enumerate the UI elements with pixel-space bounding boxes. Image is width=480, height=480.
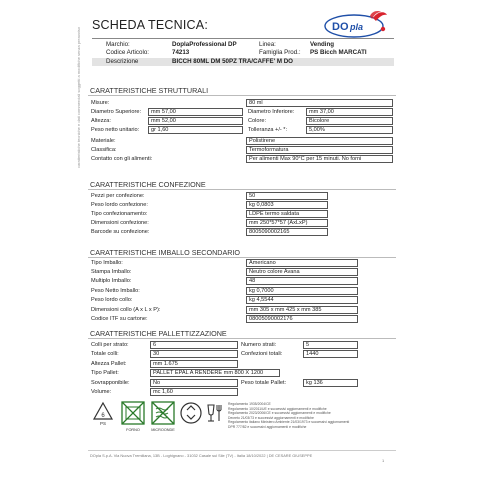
regulation-line: Regolamento 2023/2006/CE e successivi aggiornamenti e modifiche [228, 411, 331, 416]
svg-text:PS: PS [99, 421, 107, 426]
peso-totale-pallet-label: Peso totale Pallet: [241, 380, 287, 386]
cert-forno [120, 400, 146, 440]
section-divider [88, 257, 396, 258]
famiglia-label: Famiglia Prod.: [259, 49, 301, 56]
microwave-crossed-icon [150, 400, 176, 426]
peso-lordo-collo-label: Peso lordo collo: [91, 297, 133, 303]
stampa-imballo-value: Neutro colore Avana [246, 268, 358, 276]
codice-value: 74213 [172, 49, 190, 56]
svg-text:6: 6 [101, 413, 105, 419]
colli-strato-label: Colli per strato: [91, 342, 129, 348]
classifica-value: Termoformatura [246, 146, 393, 154]
tipo-pallet-value: PALLET EPAL A RENDERE mm 800 X 1200 [150, 369, 280, 377]
tipo-confezionamento-label: Tipo confezionamento: [91, 211, 148, 217]
section-divider [88, 95, 396, 96]
misure-value: 80 ml [246, 99, 393, 107]
materiale-value: Polistirene [246, 137, 393, 145]
numero-strati-value: 5 [303, 341, 358, 349]
section-divider [88, 338, 396, 339]
ps-recycling-icon [90, 400, 116, 426]
cert-recycle [178, 400, 204, 440]
dimensioni-collo-value: mm 305 x mm 425 x mm 385 [246, 306, 358, 314]
cert-food-contact [202, 400, 228, 440]
contatto-alimenti-value: Per alimenti Max 90°C per 15 minuti. No forni [246, 155, 393, 163]
sidebar-note-text: caratteristiche tecniche e dati commerciali soggetti a modifiche senza preavviso [76, 27, 81, 168]
peso-netto-value: gr 1,60 [148, 126, 243, 134]
diametro-inferiore-value: mm 37,00 [306, 108, 393, 116]
linea-label: Linea: [259, 41, 276, 48]
header-info [92, 38, 394, 66]
peso-netto-label: Peso netto unitario: [91, 127, 140, 133]
linea-value: Vending [310, 41, 335, 48]
microonde-label: MICROONDE [151, 428, 175, 432]
document-title: SCHEDA TECNICA: [92, 18, 208, 32]
regulations-list [228, 402, 396, 430]
misure-label: Misure: [91, 100, 110, 106]
section-divider [88, 189, 396, 190]
descrizione-label: Descrizione [106, 58, 139, 65]
codice-itf-value: 08005090002176 [246, 315, 358, 323]
marchio-label: Marchio: [106, 41, 130, 48]
pezzi-confezione-label: Pezzi per confezione: [91, 193, 145, 199]
materiale-label: Materiale: [91, 138, 116, 144]
sovrapponibile-label: Sovrapponibile: [91, 380, 130, 386]
altezza-value: mm 52,00 [148, 117, 243, 125]
cert-microonde [150, 400, 176, 440]
totale-colli-value: 30 [150, 350, 238, 358]
regulation-line: Regolamento 1935/2004/CE [228, 402, 271, 406]
colore-label: Colore: [248, 118, 267, 124]
cert-ps [90, 400, 116, 440]
diametro-superiore-value: mm 57,00 [148, 108, 243, 116]
svg-text:pla: pla [350, 22, 364, 32]
dimensioni-confezione-value: mm 250*57*57 (AxLxP) [246, 219, 328, 227]
section-title-confezione: CARATTERISTICHE CONFEZIONE [90, 180, 206, 189]
peso-lordo-confezione-label: Peso lordo confezione: [91, 202, 148, 208]
barcode-confezione-label: Barcode su confezione: [91, 229, 150, 235]
tipo-imballo-label: Tipo Imballo: [91, 260, 123, 266]
tipo-confezionamento-value: LDPE termo saldata [246, 210, 328, 218]
dimensioni-confezione-label: Dimensioni confezione: [91, 220, 149, 226]
sidebar-note [76, 27, 86, 168]
codice-itf-label: Codice ITF su cartone: [91, 316, 148, 322]
peso-lordo-collo-value: kg 4,5544 [246, 296, 358, 304]
tipo-pallet-label: Tipo Pallet: [91, 370, 119, 376]
multiplo-imballo-label: Multiplo Imballo: [91, 278, 132, 284]
colli-strato-value: 6 [150, 341, 238, 349]
dimensioni-collo-label: Dimensioni collo (A x L x P): [91, 307, 161, 313]
tipo-imballo-value: Americano [246, 259, 358, 267]
peso-totale-pallet-value: kg 136 [303, 379, 358, 387]
regulation-line: DPR 777/82 e successivi aggiornamenti e modifiche [228, 424, 307, 429]
altezza-pallet-label: Altezza Pallet: [91, 361, 127, 367]
tolleranza-value: 5,00% [306, 126, 393, 134]
regulation-line: Regolamento italiano Ministero Ambiente 21/03/1973 e successivi aggiornamenti [228, 420, 350, 425]
tolleranza-label: Tolleranza +/- *: [248, 127, 288, 133]
colore-value: Bicolore [306, 117, 393, 125]
confezioni-totali-value: 1440 [303, 350, 358, 358]
oven-crossed-icon [120, 400, 146, 426]
barcode-confezione-value: 8005090002165 [246, 228, 328, 236]
footer-divider [88, 450, 396, 451]
svg-text:DO: DO [332, 21, 349, 33]
totale-colli-label: Totale colli: [91, 351, 119, 357]
pezzi-confezione-value: 50 [246, 192, 328, 200]
diametro-inferiore-label: Diametro Inferiore: [248, 109, 295, 115]
dopla-logo [323, 9, 389, 39]
dopla-logo-icon [323, 9, 389, 39]
certification-icons [90, 400, 225, 442]
multiplo-imballo-value: 48 [246, 277, 358, 285]
volume-label: Volume: [91, 389, 112, 395]
stampa-imballo-label: Stampa Imballo: [91, 269, 132, 275]
sovrapponibile-value: No [150, 379, 238, 387]
peso-lordo-confezione-value: kg 0,0803 [246, 201, 328, 209]
regulation-line: Decreto 21/03/73 e successivi aggiornamenti e modifiche [228, 415, 314, 420]
altezza-pallet-value: mm 1.675 [150, 360, 238, 368]
descrizione-value: BICCH 80ML DM 50PZ TRA/CAFFE' M DO [172, 58, 293, 65]
section-title-strutturali: CARATTERISTICHE STRUTTURALI [90, 86, 209, 95]
regulation-line: Regolamento 10/2011/UE e successivi aggiornamenti e modifiche [228, 406, 327, 411]
section-title-pallet: CARATTERISTICHE PALLETTIZZAZIONE [90, 329, 227, 338]
classifica-label: Classifica: [91, 147, 117, 153]
peso-netto-imballo-value: kg 0,7000 [246, 287, 358, 295]
footer-text: DOpla S.p.A. Via Nuova Tremiliana, 13B - Loghignano - 31032 Casale sul Sile (TV) - Italia 18/10/2022 | DE CESARE GIUSEPPE [90, 453, 313, 458]
peso-netto-imballo-label: Peso Netto Imballo: [91, 288, 140, 294]
page-number: 1 [382, 458, 385, 463]
food-contact-glass-fork-icon [202, 400, 228, 426]
recycle-icon [178, 400, 204, 426]
section-title-imballo: CARATTERISTICHE IMBALLO SECONDARIO [90, 248, 241, 257]
codice-label: Codice Articolo: [106, 49, 149, 56]
diametro-superiore-label: Diametro Superiore: [91, 109, 142, 115]
marchio-value: DoplaProfessional DP [172, 41, 237, 48]
forno-label: FORNO [126, 428, 140, 432]
numero-strati-label: Numero strati: [241, 342, 277, 348]
confezioni-totali-label: Confezioni totali: [241, 351, 283, 357]
famiglia-value: PS Bicch MARCATI [310, 49, 367, 56]
volume-value: mc 1,60 [150, 388, 238, 396]
contatto-alimenti-label: Contatto con gli alimenti: [91, 156, 153, 162]
altezza-label: Altezza: [91, 118, 111, 124]
